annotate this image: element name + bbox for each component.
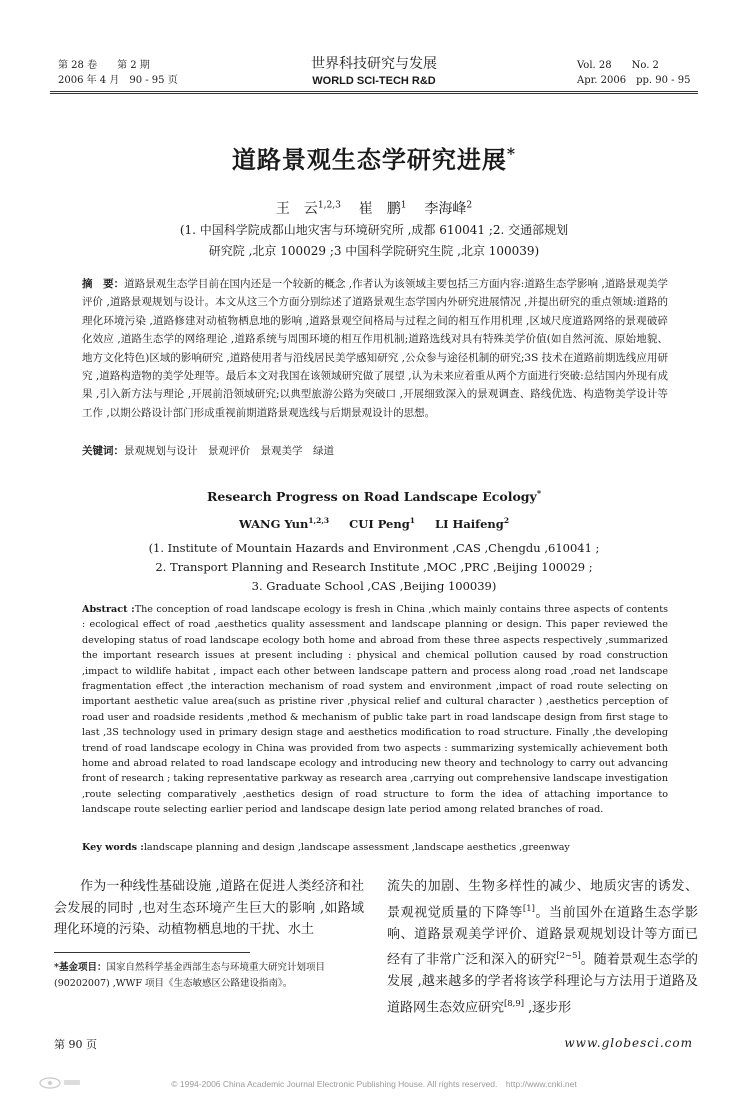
footnote-rule xyxy=(54,952,250,953)
journal-issue-info-cn xyxy=(58,58,178,88)
keywords-en-label: Key words : xyxy=(82,842,144,853)
affiliation-cn-line1: (1. 中国科学院成都山地灾害与环境研究所 ,成都 610041 ;2. 交通部规划 xyxy=(179,223,569,237)
affiliation-en-line1: (1. Institute of Mountain Hazards and Environment ,CAS ,Chengdu ,610041 ; xyxy=(148,541,600,555)
body-right-p2: 。当前国外在道路生态学影响、道路景观美学评价、道路景观规划设计等方面已经有了非常广泛和深入的研究 xyxy=(387,904,698,968)
author-cn-3-affil: 2 xyxy=(466,200,473,211)
abstract-en xyxy=(82,602,668,818)
header-rule xyxy=(50,91,698,92)
body-left-text: 作为一种线性基础设施 ,道路在促进人类经济和社会发展的同时 ,也对生态环境产生巨大的影响 ,如路域理化环境的污染、动植物栖息地的干扰、水土 xyxy=(54,879,364,937)
affiliations-en xyxy=(120,539,628,596)
title-cn-footnote-mark: * xyxy=(506,144,517,163)
volume-issue-cn: 第 28 卷 第 2 期 xyxy=(58,60,150,71)
keywords-cn-text: 景观规划与设计 景观评价 景观美学 绿道 xyxy=(124,445,334,457)
volume-issue-en: Vol. 28 No. 2 xyxy=(577,60,659,71)
author-en-3-affil: 2 xyxy=(503,516,510,525)
footnote-text: 国家自然科学基金西部生态与环境重大研究计划项目(90202007) ,WWF 项目《生态敏感区公路建设指南》。 xyxy=(54,962,325,989)
copyright-notice: © 1994-2006 China Academic Journal Electronic Publishing House. All rights reserved. http://www.cnki.net xyxy=(171,1079,577,1089)
keywords-cn xyxy=(82,443,668,459)
date-pages-en: Apr. 2006 pp. 90 - 95 xyxy=(577,75,691,86)
date-pages-cn: 2006 年 4 月 90 - 95 页 xyxy=(58,75,178,86)
affiliation-en-line2: 2. Transport Planning and Research Institute ,MOC ,PRC ,Beijing 100029 ; xyxy=(155,560,593,574)
affiliation-cn-line2: 研究院 ,北京 100029 ;3 中国科学院研究生院 ,北京 100039) xyxy=(208,244,540,258)
keywords-en-text: landscape planning and design ,landscape assessment ,landscape aesthetics ,greenway xyxy=(143,842,570,853)
author-cn-2-affil: 1 xyxy=(400,200,407,211)
paper-title-en xyxy=(0,488,748,504)
author-en-2-affil: 1 xyxy=(409,516,415,525)
affiliations-cn xyxy=(120,220,628,262)
abstract-cn xyxy=(82,275,668,422)
body-column-left xyxy=(54,876,364,941)
affiliation-en-line3: 3. Graduate School ,CAS ,Beijing 100039) xyxy=(251,579,497,593)
citation-ref-2: [2~5] xyxy=(556,950,581,961)
header-rule-second xyxy=(50,93,698,94)
citation-ref-1: [1] xyxy=(522,902,535,913)
author-en-1: WANG Yun xyxy=(238,516,309,531)
author-cn-1: 王 云 xyxy=(275,201,318,217)
journal-title xyxy=(250,55,498,89)
abstract-en-label: Abstract : xyxy=(82,604,135,615)
author-en-1-affil: 1,2,3 xyxy=(308,516,330,525)
footnote-label: *基金项目： xyxy=(54,962,107,973)
paper-title-cn xyxy=(0,140,748,175)
author-cn-2: 崔 鹏 xyxy=(358,201,401,217)
body-right-p4: ,逐步形 xyxy=(524,999,572,1015)
authors-en xyxy=(0,516,748,531)
paper-title-cn-text: 道路景观生态学研究进展 xyxy=(231,145,507,174)
keywords-cn-label: 关键词： xyxy=(82,445,124,457)
author-cn-3: 李海峰 xyxy=(424,201,467,217)
body-right-p3: 。随着景观生态学的发展 ,越来越多的学者将该学科理论与方法用于道路及道路网生态效应研究 xyxy=(387,952,698,1015)
footnote-funding xyxy=(54,960,364,992)
journal-title-en: WORLD SCI-TECH R&D xyxy=(312,75,436,87)
journal-title-cn: 世界科技研究与发展 xyxy=(311,56,437,72)
author-cn-1-affil: 1,2,3 xyxy=(317,200,341,211)
page-number: 第 90 页 xyxy=(54,1038,97,1051)
author-en-2: CUI Peng xyxy=(349,516,410,531)
abstract-cn-text: 道路景观生态学目前在国内还是一个较新的概念 ,作者认为该领域主要包括三方面内容:道路生态学影响 ,道路景观美学评价 ,道路景观规划与设计。本文从这三个方面分别综述了道路景观生态学国内外研究进展情况 ,并提出研究的重点领域:道路的理化环境污染 ,道路修建对动植物栖息地的影响 ,道路景观空间格局与过程之间的相互作用机理 ,区域尺度道路网络的景观破碎化效应 ,道路生态学的网络理论 ,道路系统与周围环境的相互作用机制;道路选线对具有特殊美学价值(如自然河流、原始地貌、地方文化特色)区域的影响研究 ,道路使用者与沿线居民美学感知研究 ,公众参与途径机制的研究;3S 技术在道路前期选线应用研究 ,道路构造物的美学处理等。最后本文对我国在该领域研究做了展望 ,认为未来应着重从两个方面进行突破:总结国内外现有成果 ,引入新方法与理论 ,开展前沿领域研究;以典型旅游公路为突破口 ,开展细致深入的景观调查、路线优选、构造物美学设计等工作 ,以期公路设计部门形成重视前期道路景观选线与后期景观设计的思想。 xyxy=(82,278,669,419)
authors-cn xyxy=(0,198,748,218)
title-en-footnote-mark: * xyxy=(536,488,542,498)
citation-ref-3: [8,9] xyxy=(504,997,525,1008)
author-en-3: LI Haifeng xyxy=(435,516,504,531)
abstract-cn-label: 摘 要： xyxy=(82,278,125,290)
abstract-en-text: The conception of road landscape ecology is fresh in China ,which mainly contains three aspects of contents : ecological effect of road ,aesthetics quality assessment and landscape planning or design. This paper reviewed the developing status of road landscape ecology both home and abroad from these three aspects respectively ,summarized the important research issues at present including : physical and chemical pollution caused by road construction ,impact to wildlife habitat , impact each other between landscape pattern and process along road ,road net landscape fragmentation effect ,the interaction mechanism of road system and environment ,impact of road route selecting on important aesthetic value area(such as pristine river ,physical relief and cultural character ) ,aesthetics perception of road user and roadside residents ,method & mechanism of public take part in road landscape design from first stage to last ,3S technology used in primary design stage and aesthetics modification to road structure. Finally ,the developing trend of road landscape ecology in China was provided from two aspects : summarizing systemically achievement both home and abroad related to road landscape ecology and introducing new theory and technology to carry out advancing front of research ; taking representative parkway as research area ,carrying out comprehensive landscape investigation ,route selecting comparatively ,aesthetics design of road structure to form the idea of attaching importance to landscape route selecting earlier period and landscape design late period among related branches of road. xyxy=(82,604,669,816)
body-right-p1: 流失的加剧、生物多样性的减少、地质灾害的诱发、景观视觉质量的下降等 xyxy=(387,879,698,920)
body-column-right xyxy=(387,876,698,1019)
journal-issue-info-en xyxy=(577,58,692,88)
keywords-en xyxy=(82,840,668,855)
paper-title-en-text: Research Progress on Road Landscape Ecology xyxy=(206,489,537,505)
journal-website: www.globesci.com xyxy=(564,1036,693,1050)
